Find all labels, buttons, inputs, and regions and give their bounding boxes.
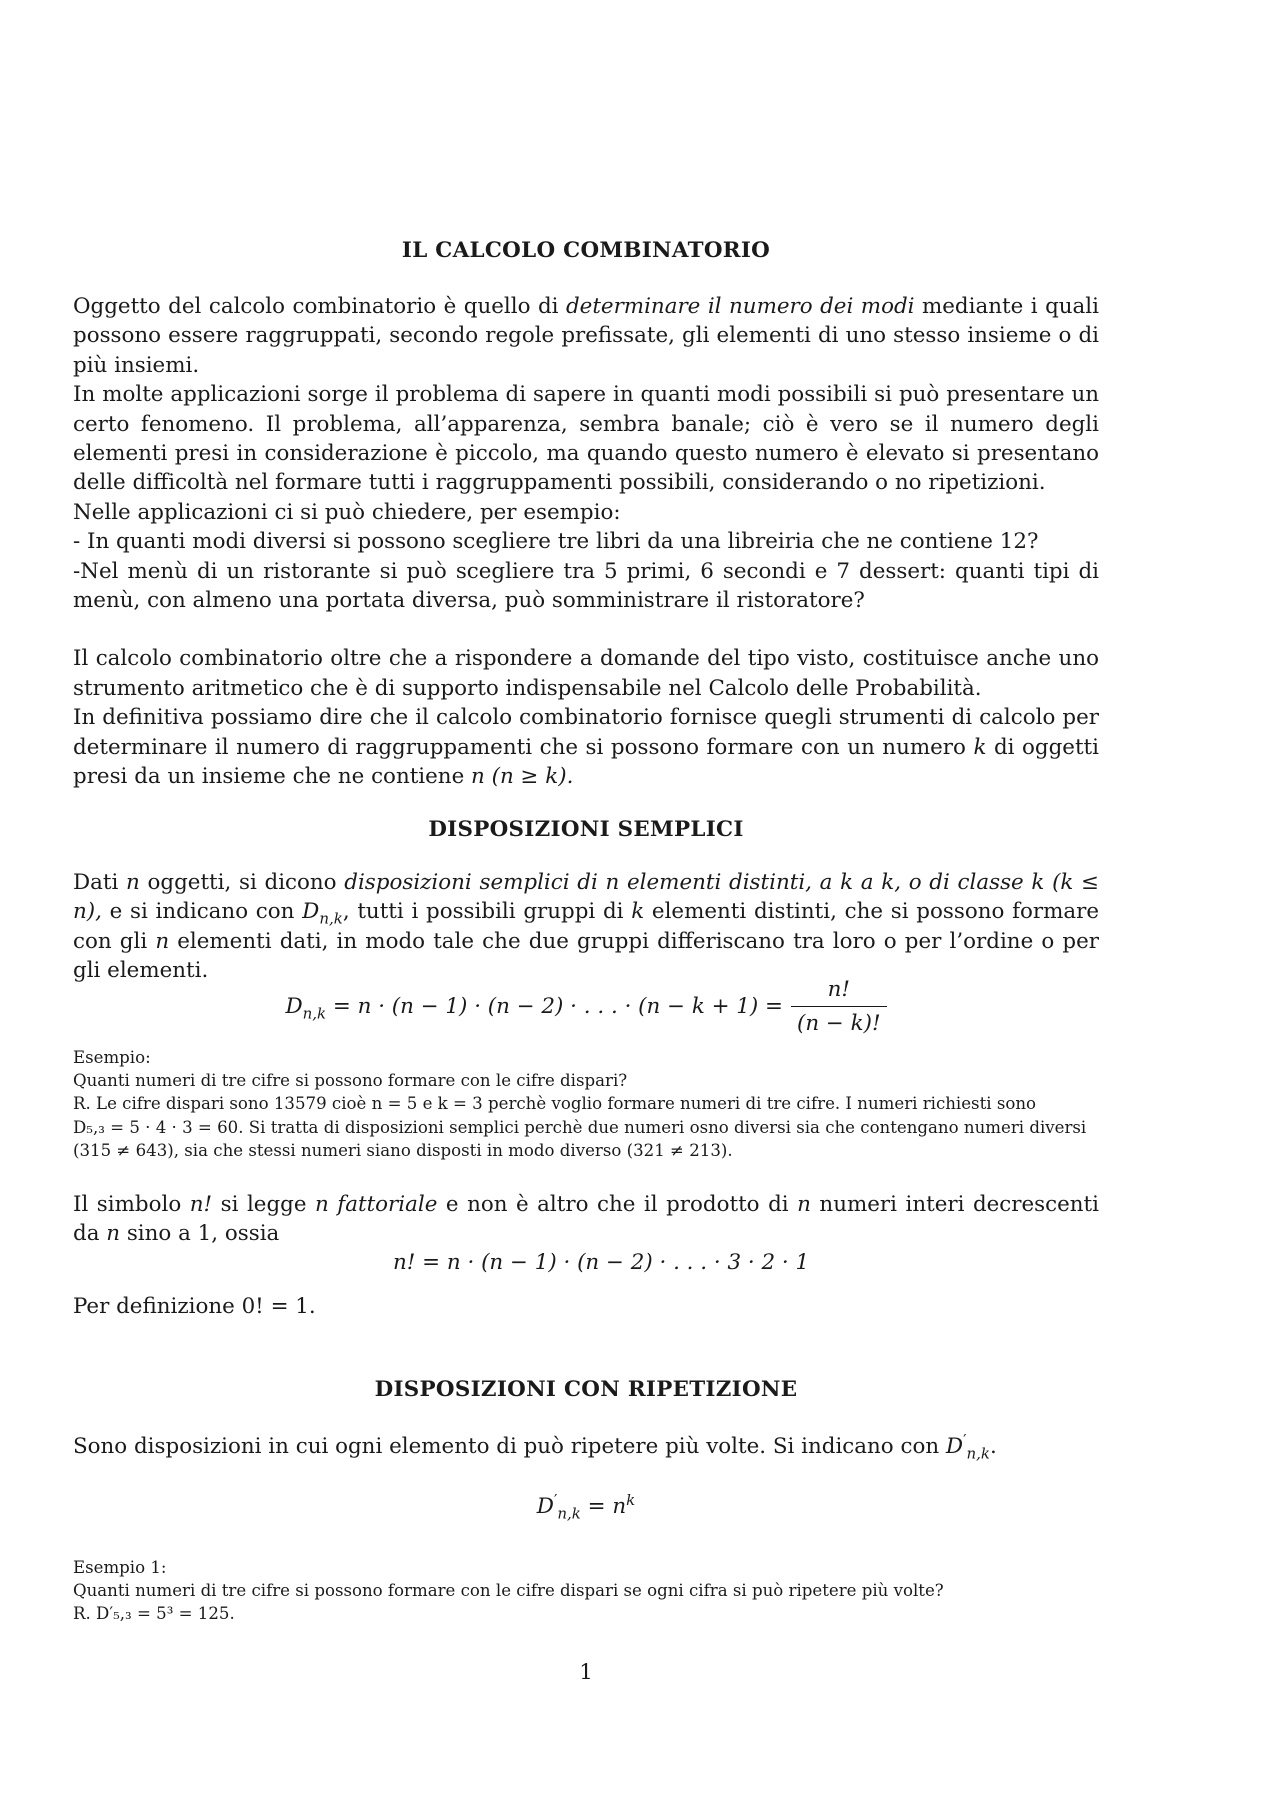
example-answer-line-2: D₅,₃ = 5 · 4 · 3 = 60. Si tratta di disposizioni semplici perchè due numeri osno diversi sia che contengano numeri diversi [73,1117,1087,1137]
example-1-question: Quanti numeri di tre cifre si possono formare con le cifre dispari se ogni cifra si può ripetere più volte? [73,1581,944,1601]
intro-paragraph-3: Nelle applicazioni ci si può chiedere, per esempio: [73,499,621,525]
definition-paragraph: Dati n oggetti, si dicono disposizioni semplici di n elementi distinti, a k a k, o di classe k (k ≤ n), e si indicano con $D_{n,k}$, tutti i possibili gruppi di k elementi distinti, che si possono formare con gli n elementi dati, in modo tale che due gruppi differiscano tra loro o per l’ordine o per gli elementi. [73,870,1100,984]
zero-factorial-definition [73,1292,1099,1321]
example-answer-line-1: R. Le cifre dispari sono 13579 cioè n = 5 e k = 3 perchè voglio formare numeri di tre cifre. I numeri richiesti sono [73,1094,1037,1114]
example-question: Quanti numeri di tre cifre si possono formare con le cifre dispari? [73,1071,628,1091]
zero-factorial-text: Per definizione 0! = 1. [73,1294,316,1319]
intro-paragraph-5: In definitiva possiamo dire che il calcolo combinatorio fornisce quegli strumenti di calcolo per determinare il numero di raggruppamenti che si possono formare con un numero k di oggetti presi da un insieme che ne contiene n (n ≥ k). [73,705,1099,790]
intro-paragraph-2: In molte applicazioni sorge il problema di sapere in quanti modi possibili si può presentare un certo fenomeno. Il problema, all’apparenza, sembra banale; ciò è vero se il numero degli elementi presi in considerazione è piccolo, ma quando questo numero è elevato si presentano delle difficoltà nel formare tutti i raggruppamenti possibili, considerando o no ripetizioni. [73,382,1099,496]
factorial-formula: n! = n · (n − 1) · (n − 2) · . . . · 3 · 2 · 1 [393,1250,810,1275]
section-heading-disposizioni-semplici: DISPOSIZIONI SEMPLICI [428,817,744,842]
example-answer-line-3: (315 ≠ 643), sia che stessi numeri siano disposti in modo diverso (321 ≠ 213). [73,1140,733,1160]
example-disposizioni-ripetizione [73,1556,1099,1626]
definition-disposizioni-ripetizione [73,1432,1099,1461]
example-disposizioni-semplici [73,1046,1099,1162]
section-heading-disposizioni-ripetizione: DISPOSIZIONI CON RIPETIZIONE [374,1377,798,1402]
intro-section [73,292,1099,792]
formula-fraction: $\frac{n!}{(n - k)!}$ [791,975,887,1039]
factorial-definition [73,1190,1099,1249]
intro-paragraph-4: Il calcolo combinatorio oltre che a rispondere a domande del tipo visto, costituisce anche uno strumento aritmetico che è di supporto indispensabile nel Calcolo delle Probabilità. [73,646,1099,701]
page-title: IL CALCOLO COMBINATORIO [401,238,771,263]
page-number: 1 [579,1660,593,1685]
intro-question-2: -Nel menù di un ristorante si può scegliere tra 5 primi, 6 secondi e 7 dessert: quanti tipi di menù, con almeno una portata diversa, può somministrare il ristoratore? [73,558,1099,614]
example-1-answer: R. D′₅,₃ = 5³ = 125. [73,1604,235,1624]
factorial-paragraph: Il simbolo n! si legge n fattoriale e non è altro che il prodotto di n numeri interi decrescenti da n sino a 1, ossia [73,1192,1099,1247]
formula-disposizioni-semplici: $D_{n,k} = n \cdot (n - 1) \cdot (n - 2)$ · . . . · (n − k + 1) = $\frac{n!}{(n - k)!}$ [73,975,1099,1035]
intro-paragraph-1: Oggetto del calcolo combinatorio è quello di determinare il numero dei modi mediante i quali possono essere raggruppati, secondo regole prefissate, gli elementi di uno stesso insieme o di più insiemi. [73,294,1099,378]
definition-ripetizione-paragraph: Sono disposizioni in cui ogni elemento di può ripetere più volte. Si indicano con $D'_{n,k}$. [73,1430,997,1463]
definition-disposizioni-semplici [73,868,1099,986]
formula-disposizioni-ripetizione: $D'_{n,k} = n^k$ [536,1490,636,1523]
example-1-label: Esempio 1: [73,1558,167,1577]
example-label: Esempio: [73,1048,151,1067]
intro-question-1: - In quanti modi diversi si possono scegliere tre libri da una libreiria che ne contiene 12? [73,529,1039,555]
